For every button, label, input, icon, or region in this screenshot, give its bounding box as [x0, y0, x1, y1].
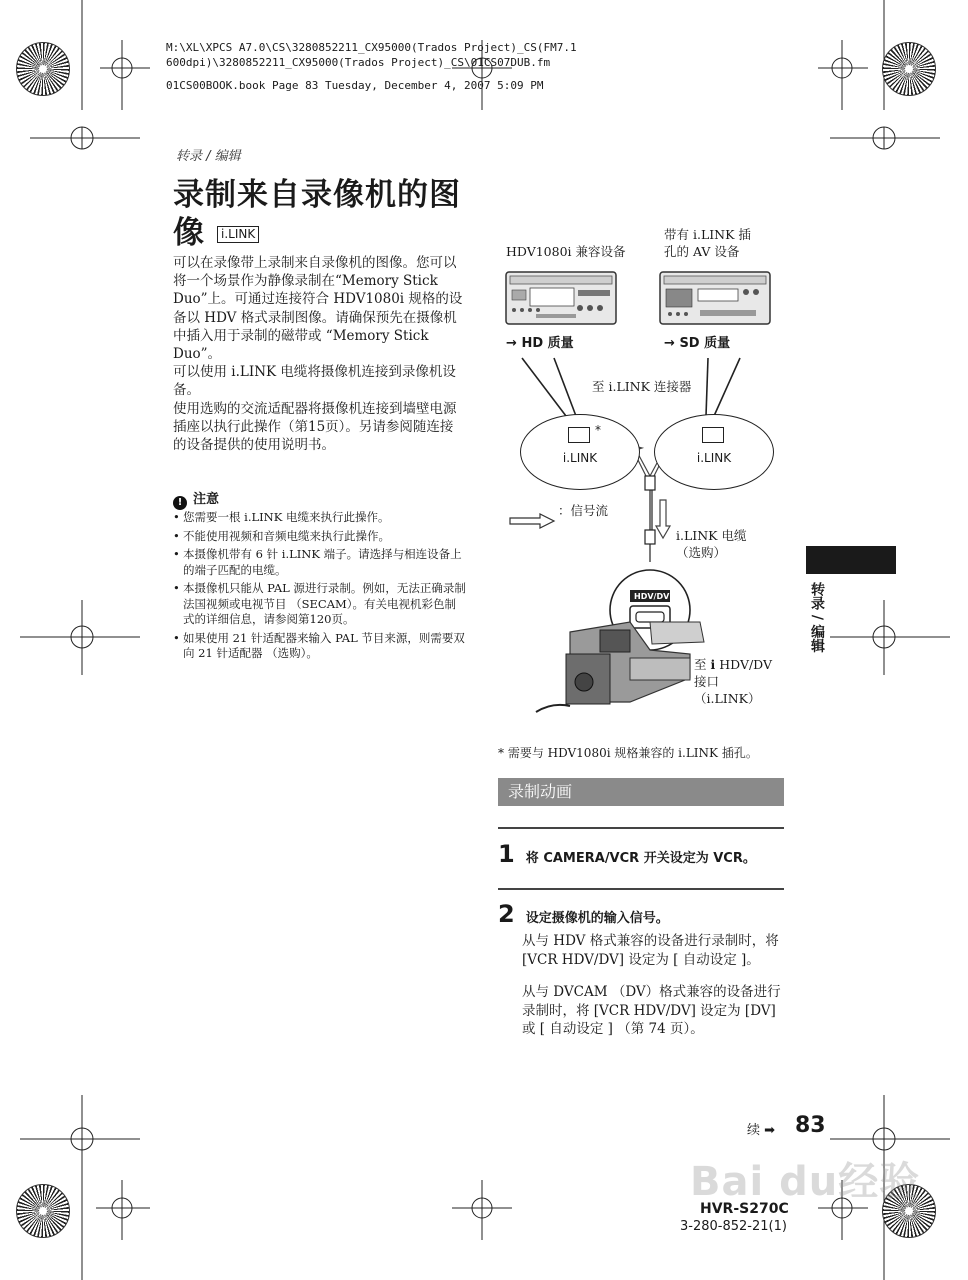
subsection-title: 录制动画 — [498, 778, 784, 806]
diagram-footnote: * 需要与 HDV1080i 规格兼容的 i.LINK 插孔。 — [498, 746, 758, 760]
to-port-prefix: 至 — [694, 657, 707, 672]
list-item: • 不能使用视频和音频电缆来执行此操作。 — [173, 529, 467, 545]
page-title — [173, 176, 473, 252]
ilink-port-bubble-left — [520, 414, 640, 490]
hdv-dv-port-label: HDV/DV — [634, 592, 670, 601]
step-paragraph: 从与 DVCAM （DV）格式兼容的设备进行录制时，将 [VCR HDV/DV] 设定为 [DV] 或 [ 自动设定 ] （第 74 页）。 — [522, 984, 781, 1037]
list-item: • 本摄像机带有 6 针 i.LINK 端子。请选择与相连设备上的端子匹配的电缆。 — [173, 547, 467, 578]
step-2 — [498, 900, 669, 928]
page-title-text: 像 — [173, 215, 205, 251]
to-ilink-connector-label: 至 i.LINK 连接器 — [592, 379, 692, 394]
side-tab-label: 转录 / 编辑 — [809, 582, 825, 653]
section-breadcrumb: 转录 / 编辑 — [176, 149, 241, 164]
step-text: 设定摄像机的输入信号。 — [525, 911, 669, 926]
av-recorder-illustration — [660, 272, 770, 324]
arrow-right-icon: ➡ — [764, 1123, 776, 1138]
step-divider — [498, 827, 784, 829]
list-item: • 本摄像机只能从 PAL 源进行录制。例如，无法正确录制法国视频或电视节目 （SECAM）。有关电视机彩色制式的详细信息，请参阅第120页。 — [173, 581, 467, 628]
to-port-label-line-2: 接口 — [694, 674, 720, 689]
sd-quality-label — [664, 332, 730, 351]
ilink-port-label: i.LINK — [562, 451, 598, 465]
print-header-line-1: M:\XL\XPCS A7.0\CS\3280852211_CX95000(Trados Project)_CS(FM7.1 — [166, 41, 577, 54]
step-1 — [498, 840, 756, 868]
device-left-label: HDV1080i 兼容设备 — [506, 244, 626, 259]
registration-disc — [16, 1184, 70, 1238]
to-port-name: HDV/DV — [719, 657, 773, 672]
hdv-recorder-illustration — [506, 272, 616, 324]
connection-diagram — [500, 262, 790, 722]
ilink-port-label: i.LINK — [696, 451, 732, 465]
caution-icon: ! — [173, 496, 187, 510]
ilink-port-icon — [702, 427, 724, 443]
step-text: 将 CAMERA/VCR 开关设定为 VCR。 — [525, 851, 756, 866]
list-item: • 如果使用 21 针适配器来输入 PAL 节目来源，则需要双向 21 针适配器 （选购）。 — [173, 631, 467, 662]
device-right-label-line-1: 带有 i.LINK 插 — [664, 227, 751, 242]
signal-flow-legend: ：信号流 — [558, 503, 609, 518]
intro-paragraph: 使用选购的交流适配器将摄像机连接到墙壁电源插座以执行此操作（第15页）。另请参阅随连接的设备提供的使用说明书。 — [173, 400, 457, 454]
side-tab-marker — [806, 546, 896, 574]
registration-disc — [16, 42, 70, 96]
note-heading — [173, 488, 219, 510]
intro-paragraph: 可以在录像带上录制来自录像机的图像。您可以将一个场景作为静像录制在“Memory Stick Duo”上。可通过连接符合 HDV1080i 规格的设备以 HDV 格式录制图像。请确保预先在摄像机中插入用于录制的磁带或 “Memory Stick Duo”。 — [173, 255, 463, 363]
hd-quality-label — [506, 332, 574, 351]
page-number: 83 — [795, 1113, 826, 1138]
continued-text: 续 — [747, 1123, 761, 1138]
hd-quality-text: HD 质量 — [521, 336, 574, 351]
ilink-badge: i.LINK — [217, 226, 259, 243]
arrow-icon: → — [664, 336, 675, 351]
part-number: 3-280-852-21(1) — [680, 1219, 787, 1234]
page-title-line-1: 录制来自录像机的图 — [173, 177, 461, 213]
print-header-line-3: 01CS00BOOK.book Page 83 Tuesday, December 4, 2007 5:09 PM — [166, 79, 544, 92]
ilink-port-icon — [568, 427, 590, 443]
step-paragraph: 从与 HDV 格式兼容的设备进行录制时，将 [VCR HDV/DV] 设定为 [ 自动设定 ]。 — [522, 933, 779, 968]
arrow-icon: → — [506, 336, 517, 351]
ilink-symbol-icon: i — [710, 657, 716, 672]
to-port-label-line-1 — [694, 656, 772, 673]
watermark: Bai du经验 — [690, 1159, 921, 1205]
list-item: • 您需要一根 i.LINK 电缆来执行此操作。 — [173, 510, 467, 526]
registration-disc — [882, 42, 936, 96]
note-list — [173, 510, 467, 665]
note-heading-text: 注意 — [193, 492, 220, 507]
asterisk-mark: * — [595, 423, 601, 437]
step-2-body — [522, 932, 784, 1053]
intro-text — [173, 254, 465, 454]
cable-label-line-1: i.LINK 电缆 — [676, 528, 747, 543]
cable-label-line-2: （选购） — [676, 545, 727, 560]
print-header-line-2: 600dpi)\3280852211_CX95000(Trados Project)_CS\01CS07DUB.fm — [166, 56, 551, 69]
to-port-label-line-3: （i.LINK） — [694, 691, 761, 706]
ilink-port-bubble-right — [654, 414, 774, 490]
step-number: 2 — [498, 900, 515, 928]
camcorder-illustration — [536, 622, 704, 712]
sd-quality-text: SD 质量 — [679, 336, 731, 351]
device-right-label-line-2: 孔的 AV 设备 — [664, 244, 740, 259]
step-number: 1 — [498, 840, 515, 868]
page-title-line-2 — [173, 214, 473, 252]
step-divider — [498, 888, 784, 890]
model-number: HVR-S270C — [700, 1201, 789, 1217]
intro-paragraph: 可以使用 i.LINK 电缆将摄像机连接到录像机设备。 — [173, 364, 456, 399]
continued-label — [747, 1119, 775, 1138]
